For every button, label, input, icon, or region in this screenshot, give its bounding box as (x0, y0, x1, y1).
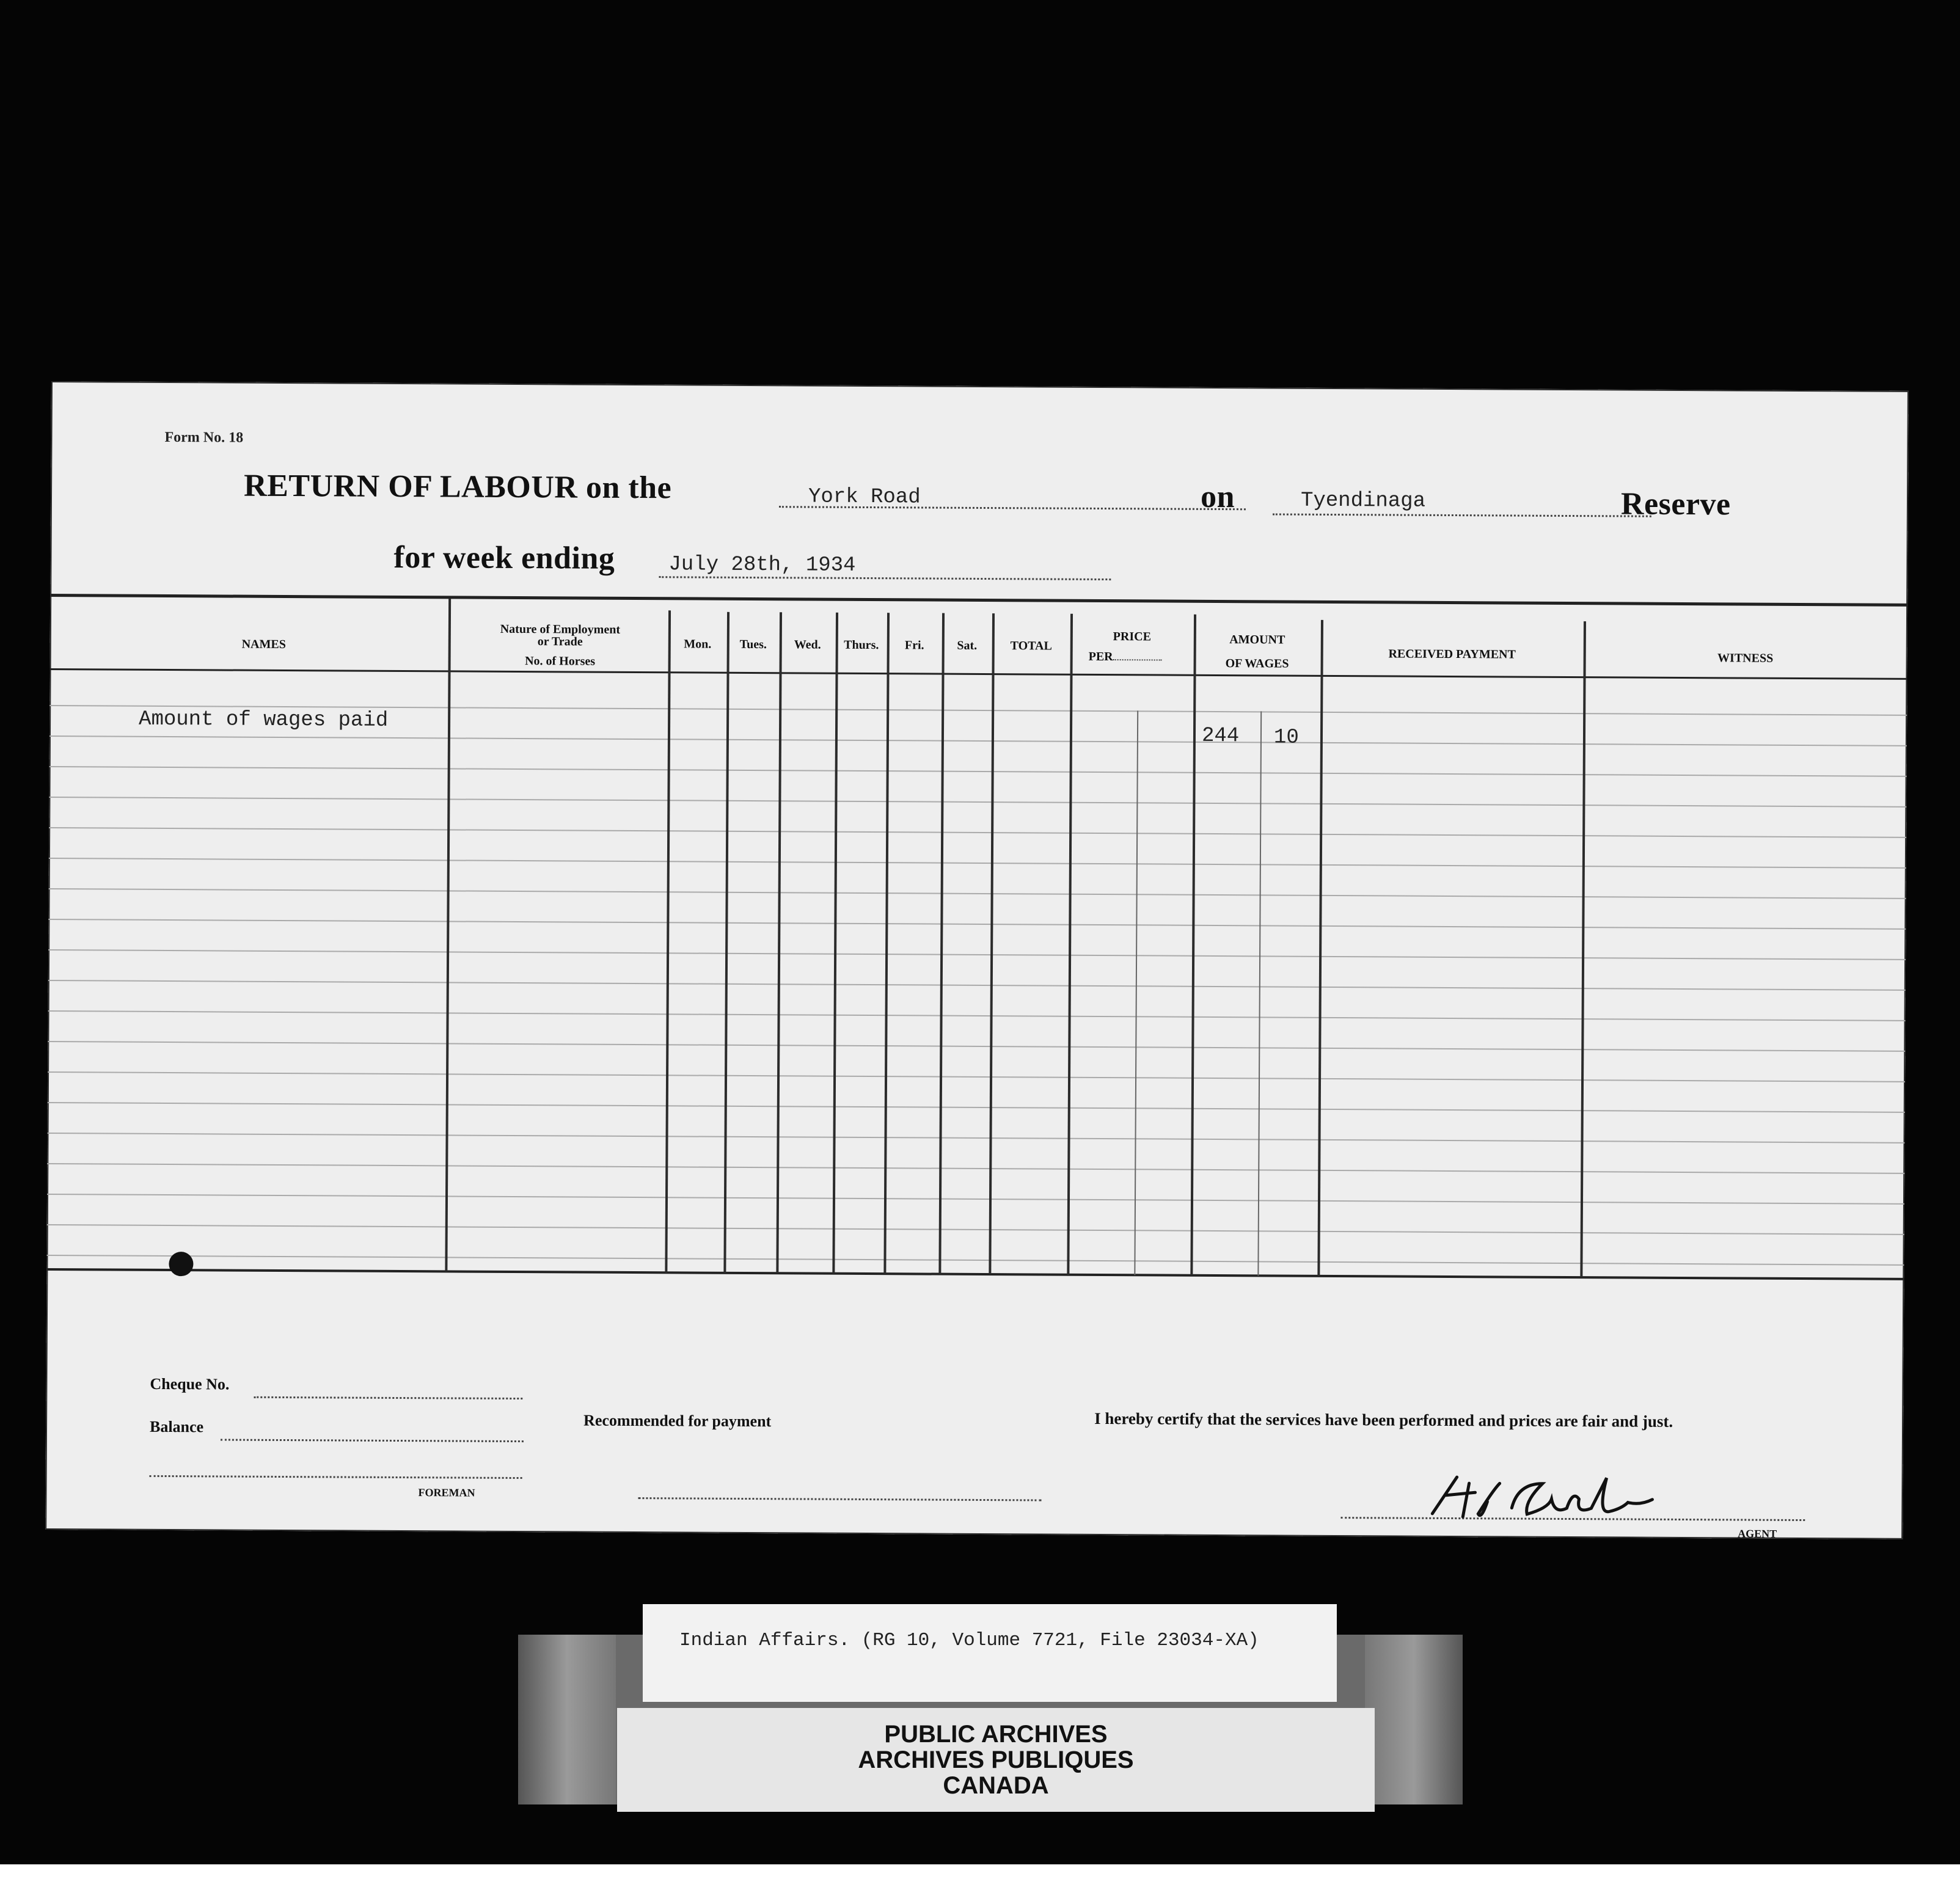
col-divider-thurs (883, 613, 890, 1274)
week-ending-dotted-line (659, 576, 1111, 580)
ruled-line (47, 1163, 1904, 1174)
header-tues: Tues. (739, 637, 767, 652)
ruled-line (48, 949, 1906, 960)
col-divider-sat (989, 613, 995, 1274)
balance-label: Balance (149, 1417, 204, 1436)
archive-line-3: CANADA (943, 1772, 1049, 1799)
table-bottom-rule (46, 1268, 1904, 1280)
ruled-line (49, 797, 1906, 808)
agent-label: AGENT (1738, 1527, 1777, 1540)
ruled-line (49, 766, 1907, 777)
header-bottom-rule (50, 668, 1907, 680)
col-divider-nature (665, 610, 671, 1272)
ruled-line (48, 980, 1906, 991)
header-amount: AMOUNT OF WAGES (1225, 633, 1289, 671)
header-mon: Mon. (684, 637, 712, 651)
reserve-value: Tyendinaga (1300, 489, 1426, 513)
row-amount-cents: 10 (1273, 726, 1299, 750)
row-name: Amount of wages paid (139, 707, 389, 732)
reference-label (643, 1604, 1337, 1702)
ruled-line (49, 735, 1907, 746)
header-names: NAMES (241, 637, 286, 652)
foreman-label: FOREMAN (418, 1486, 475, 1499)
header-nature: Nature of Employment or Trade No. of Horses (500, 622, 621, 668)
col-divider-total (1067, 614, 1073, 1275)
reserve-label: Reserve (1620, 486, 1731, 522)
col-divider-wed (832, 613, 838, 1274)
form-title: RETURN OF LABOUR on the (243, 468, 672, 506)
ruled-line (49, 858, 1906, 869)
ruled-line (47, 1224, 1904, 1235)
labour-return-form (45, 381, 1909, 1539)
col-divider-tues (776, 612, 782, 1273)
road-value: York Road (808, 485, 921, 509)
foreman-dotted-line (150, 1475, 522, 1479)
reserve-dotted-line (1273, 513, 1651, 517)
ruled-line (47, 1194, 1904, 1205)
table-top-rule (50, 594, 1907, 607)
ruled-line (48, 1041, 1905, 1052)
week-ending-label: for week ending (393, 539, 615, 576)
header-price: PRICE PER (1070, 630, 1194, 665)
ruled-line (49, 888, 1906, 899)
archive-line-1: PUBLIC ARCHIVES (884, 1721, 1108, 1748)
certification-text: I hereby certify that the services have been performed and prices are fair and just. (1094, 1409, 1673, 1431)
ruled-line (48, 1133, 1905, 1144)
header-sat: Sat. (957, 638, 978, 652)
amount-subdivider (1257, 711, 1262, 1275)
ruled-line (48, 1010, 1906, 1021)
header-witness: WITNESS (1717, 651, 1774, 665)
ruled-line (47, 1255, 1904, 1266)
col-divider-received (1580, 621, 1586, 1277)
row-amount-dollars: 244 (1201, 724, 1240, 748)
cheque-dotted-line (254, 1396, 522, 1399)
recommended-dotted-line (638, 1497, 1041, 1501)
header-wed: Wed. (794, 638, 821, 652)
price-subdivider (1134, 710, 1138, 1275)
form-number: Form No. 18 (164, 429, 244, 446)
ruled-line (49, 827, 1906, 838)
col-divider-price (1190, 615, 1196, 1275)
header-total: TOTAL (1010, 639, 1052, 653)
col-divider-names (445, 598, 451, 1271)
ruled-line (48, 919, 1906, 930)
header-thurs: Thurs. (844, 638, 879, 652)
archive-reference: Indian Affairs. (RG 10, Volume 7721, File 23034-XA) (679, 1630, 1259, 1651)
cheque-label: Cheque No. (150, 1374, 230, 1393)
header-received-payment: RECEIVED PAYMENT (1388, 647, 1516, 662)
ruled-line (48, 1102, 1905, 1113)
archive-stamp (617, 1708, 1375, 1812)
col-divider-amount (1317, 620, 1323, 1276)
ruled-line (48, 1071, 1905, 1082)
recommended-label: Recommended for payment (583, 1411, 772, 1431)
archive-line-2: ARCHIVES PUBLIQUES (858, 1746, 1134, 1773)
col-divider-fri (938, 613, 945, 1274)
header-fri: Fri. (904, 638, 924, 652)
balance-dotted-line (221, 1439, 524, 1442)
col-divider-mon (723, 612, 730, 1273)
week-ending-value: July 28th, 1934 (668, 553, 856, 577)
punch-hole (169, 1252, 193, 1276)
on-label: on (1200, 479, 1235, 515)
agent-signature (1420, 1465, 1714, 1528)
